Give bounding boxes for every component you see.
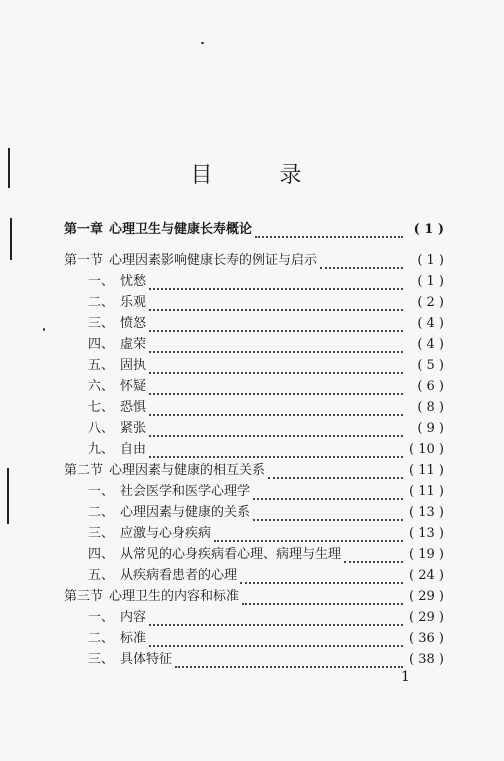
toc-entry-item[interactable] xyxy=(64,502,444,523)
entry-number: 第一章 xyxy=(64,222,104,237)
entry-label: 自由 xyxy=(120,442,147,457)
entry-page: ( 1 ) xyxy=(417,253,444,268)
leader-dots xyxy=(175,658,403,668)
toc-entry-item[interactable] xyxy=(64,376,444,397)
toc-entry-item[interactable] xyxy=(64,397,444,418)
entry-number: 三、 xyxy=(88,652,115,667)
toc-entry-item[interactable] xyxy=(64,523,444,544)
entry-label: 应激与心身疾病 xyxy=(120,526,212,541)
leader-dots xyxy=(149,616,403,626)
entry-number: 二、 xyxy=(88,295,115,310)
entry-number: 一、 xyxy=(88,274,115,289)
entry-label: 标准 xyxy=(120,631,147,646)
entry-page: ( 1 ) xyxy=(417,274,444,289)
entry-page: ( 4 ) xyxy=(417,337,444,352)
toc-entry-item[interactable] xyxy=(64,439,444,460)
leader-dots xyxy=(253,490,403,500)
entry-page: ( 4 ) xyxy=(417,316,444,331)
leader-dots xyxy=(344,553,403,563)
entry-number: 六、 xyxy=(88,379,115,394)
toc-entry-item[interactable] xyxy=(64,271,444,292)
entry-page: ( 5 ) xyxy=(417,358,444,373)
toc-entry-item[interactable] xyxy=(64,544,444,565)
toc-entry-item[interactable] xyxy=(64,649,444,670)
leader-dots xyxy=(149,427,403,437)
leader-dots xyxy=(240,574,403,584)
entry-page: ( 36 ) xyxy=(409,631,444,646)
entry-number: 二、 xyxy=(88,631,115,646)
toc-entry-item[interactable] xyxy=(64,292,444,313)
scan-edge-mark xyxy=(7,468,9,524)
entry-label: 愤怒 xyxy=(120,316,147,331)
entry-label: 内容 xyxy=(120,610,147,625)
leader-dots xyxy=(149,385,403,395)
entry-number: 第一节 xyxy=(64,253,104,268)
toc-entry-item[interactable] xyxy=(64,355,444,376)
entry-label: 社会医学和医学心理学 xyxy=(120,484,251,499)
leader-dots xyxy=(214,532,403,542)
entry-label: 从常见的心身疾病看心理、病理与生理 xyxy=(120,547,342,562)
entry-number: 九、 xyxy=(88,442,115,457)
entry-label: 具体特征 xyxy=(120,652,173,667)
entry-number: 五、 xyxy=(88,568,115,583)
entry-number: 四、 xyxy=(88,547,115,562)
entry-number: 五、 xyxy=(88,358,115,373)
toc-entry-section[interactable] xyxy=(64,250,444,271)
entry-number: 八、 xyxy=(88,421,115,436)
entry-page: ( 13 ) xyxy=(409,505,444,520)
entry-label: 心理卫生的内容和标准 xyxy=(109,589,240,604)
leader-dots xyxy=(268,469,403,479)
entry-page: ( 9 ) xyxy=(417,421,444,436)
entry-page: ( 6 ) xyxy=(417,379,444,394)
entry-page: ( 11 ) xyxy=(409,484,444,499)
entry-number: 第二节 xyxy=(64,463,104,478)
entry-page: ( 19 ) xyxy=(409,547,444,562)
entry-label: 乐观 xyxy=(120,295,147,310)
entry-number: 四、 xyxy=(88,337,115,352)
toc-entry-item[interactable] xyxy=(64,481,444,502)
entry-page: ( 38 ) xyxy=(409,652,444,667)
entry-label: 虚荣 xyxy=(120,337,147,352)
leader-dots xyxy=(149,322,403,332)
toc-entry-chapter-1[interactable] xyxy=(64,219,444,240)
entry-page: ( 24 ) xyxy=(409,568,444,583)
entry-page: ( 29 ) xyxy=(409,610,444,625)
page-number: 1 xyxy=(401,669,410,685)
toc-entry-section[interactable] xyxy=(64,586,444,607)
entry-number: 三、 xyxy=(88,316,115,331)
leader-dots xyxy=(255,228,403,238)
leader-dots xyxy=(242,595,403,605)
entry-page: ( 1 ) xyxy=(413,222,444,237)
entry-label: 怀疑 xyxy=(120,379,147,394)
toc-entry-item[interactable] xyxy=(64,313,444,334)
leader-dots xyxy=(149,637,403,647)
leader-dots xyxy=(149,364,403,374)
entry-page: ( 29 ) xyxy=(409,589,444,604)
entry-label: 恐惧 xyxy=(120,400,147,415)
leader-dots xyxy=(149,343,403,353)
scan-edge-mark xyxy=(10,218,12,260)
entry-number: 第三节 xyxy=(64,589,104,604)
entry-number: 一、 xyxy=(88,610,115,625)
entry-number: 三、 xyxy=(88,526,115,541)
leader-dots xyxy=(149,301,403,311)
entry-label: 固执 xyxy=(120,358,147,373)
toc-entry-item[interactable] xyxy=(64,418,444,439)
toc-entry-item[interactable] xyxy=(64,565,444,586)
entry-label: 从疾病看患者的心理 xyxy=(120,568,238,583)
entry-label: 心理因素影响健康长寿的例证与启示 xyxy=(109,253,318,268)
toc-entry-section[interactable] xyxy=(64,460,444,481)
toc-entry-item[interactable] xyxy=(64,334,444,355)
leader-dots xyxy=(320,259,403,269)
entry-page: ( 8 ) xyxy=(417,400,444,415)
table-of-contents xyxy=(64,219,444,670)
leader-dots xyxy=(149,280,403,290)
toc-entry-item[interactable] xyxy=(64,607,444,628)
leader-dots xyxy=(253,511,403,521)
leader-dots xyxy=(149,406,403,416)
entry-page: ( 2 ) xyxy=(417,295,444,310)
entry-label: 忧愁 xyxy=(120,274,147,289)
entry-label: 心理卫生与健康长寿概论 xyxy=(109,222,253,237)
entry-number: 二、 xyxy=(88,505,115,520)
entry-label: 心理因素与健康的关系 xyxy=(120,505,251,520)
entry-label: 心理因素与健康的相互关系 xyxy=(109,463,266,478)
entry-label: 紧张 xyxy=(120,421,147,436)
leader-dots xyxy=(149,448,403,458)
scan-speck xyxy=(43,328,45,331)
entry-page: ( 13 ) xyxy=(409,526,444,541)
toc-title: 目 录 xyxy=(190,163,332,188)
entry-number: 七、 xyxy=(88,400,115,415)
entry-page: ( 10 ) xyxy=(409,442,444,457)
toc-entry-item[interactable] xyxy=(64,628,444,649)
scan-speck xyxy=(201,42,204,44)
entry-page: ( 11 ) xyxy=(409,463,444,478)
entry-number: 一、 xyxy=(88,484,115,499)
